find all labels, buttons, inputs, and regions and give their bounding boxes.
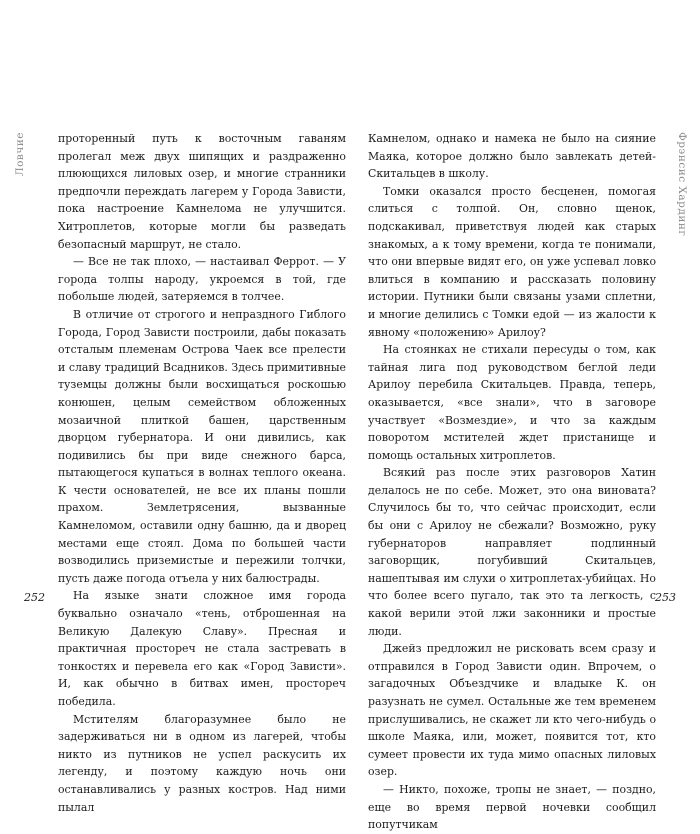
paragraph: — Все не так плохо, — настаивал Феррот. — У города толпы народу, укроемся в той, где побольше людей, затеряемся в толчее.: [58, 255, 346, 304]
paragraph: Мстителям благоразумнее было не задерживаться ни в одном из лагерей, чтобы никто из путников не успел раскусить их легенду, и поэтому каждую ночь они останавливались у разных костров. Над ними пылал: [58, 712, 346, 814]
paragraph: В отличие от строгого и непраздного Гиблого Города, Город Зависти построили, дабы показать отсталым племенам Острова Чаек все прелести и славу традиций Всадников. Здесь примитивные туземцы должны были восхищаться роскошью конюшен, целым семейством обложенных мозаичной плиткой башен, царственным дворцом губернатора. И они дивились, как подивились бы при виде снежного барса, пытающегося купаться в волнах теплого океана. К чести основателей, не все их планы пошли прахом. Землетрясения, вызванные Камнеломом, оставили одну башню, да и дворец местами еще стоял. Дома по большей части возводились приземистые и пережили толчки, пусть даже погода отъела у них балюстрады.: [58, 307, 346, 585]
left-page-text: [58, 130, 346, 816]
paragraph: Томки оказался просто бесценен, помогая слиться с толпой. Он, словно щенок, подскакивал, приветствуя людей как старых знакомых, а к тому времени, когда те понимали, что они впервые видят его, он уже успевал ловко влиться в компанию и рассказать половину истории. Путники были связаны узами сплетни, и многие делились с Томки едой — из жалости к явному «положению» Арилоу?: [368, 184, 656, 339]
paragraph: На стоянках не стихали пересуды о том, как тайная лига под руководством беглой леди Арилоу перебила Скитальцев. Правда, теперь, оказывается, «все знали», что в заговоре участвует «Возмездие», и что за каждым поворотом мстителей ждет пристанище и помощь остальных хитроплетов.: [368, 343, 656, 462]
right-page-text: [368, 130, 656, 834]
paragraph: проторенный путь к восточным гаваням пролегал меж двух шипящих и раздраженно плюющихся лиловых озер, и многие странники предпочли переждать лагерем у Города Зависти, пока настроение Камнелома не улучшится. Хитроплетов, которые могли бы разведать безопасный маршрут, не стало.: [58, 132, 346, 251]
page-number-left: 252: [24, 591, 45, 604]
paragraph: Всякий раз после этих разговоров Хатин делалось не по себе. Может, это она виновата? Случилось бы то, что сейчас происходит, если бы они с Арилоу не сбежали? Возможно, руку губернаторов направляет подлинный заговорщик, погубивший Скитальцев, нашептывая им слухи о хитроплетах-убийцах. Но что более всего пугало, так это та легкость, с какой верили этой лжи законники и простые люди.: [368, 466, 656, 638]
paragraph: Джейз предложил не рисковать всем сразу и отправился в Город Зависти один. Впрочем, о загадочных Объездчике и владыке К. он разузнать не сумел. Остальные же тем временем прислушивались, не скажет ли кто чего-нибудь о школе Маяка, или, может, появится тот, кто сумеет провести их туда мимо опасных лиловых озер.: [368, 642, 656, 779]
page-number-right: 253: [655, 591, 676, 604]
running-head-right: Фрэнсис Хардинг: [676, 132, 688, 237]
paragraph: Камнелом, однако и намека не было на сияние Маяка, которое должно было завлекать детей-Скитальцев в школу.: [368, 132, 656, 181]
paragraph: — Никто, похоже, тропы не знает, — поздно, еще во время первой ночевки сообщил попутчикам: [368, 782, 656, 832]
running-head-left: Ловчие: [14, 132, 26, 177]
paragraph: На языке знати сложное имя города буквально означало «тень, отброшенная на Великую Далекую Славу». Пресная и практичная простореч не стала застревать в тонкостях и перевела его как «Город Зависти». И, как обычно в битвах имен, простореч победила.: [58, 589, 346, 708]
